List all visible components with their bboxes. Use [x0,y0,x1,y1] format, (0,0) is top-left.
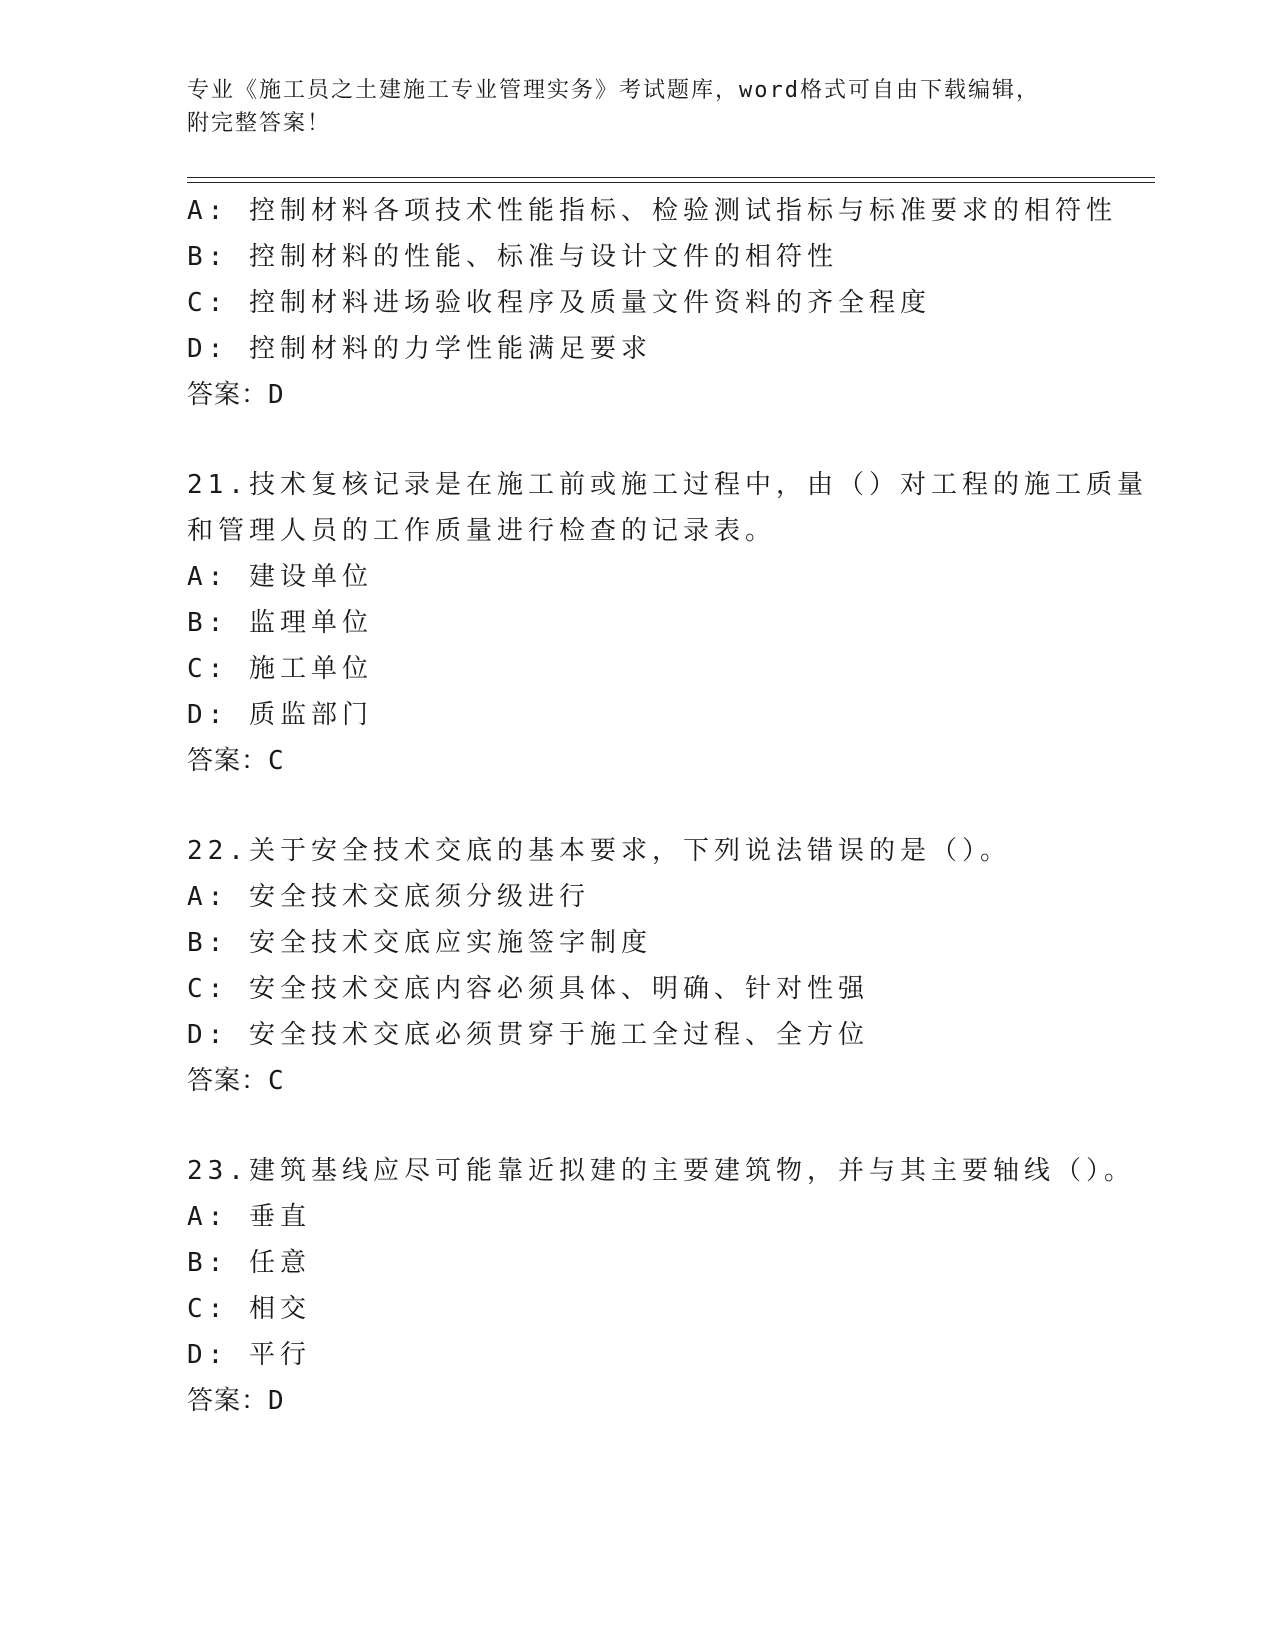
option-b: B: 安全技术交底应实施签字制度 [187,928,652,958]
option-c: C: 施工单位 [187,654,373,684]
question-stem: 21.技术复核记录是在施工前或施工过程中，由（）对工程的施工质量 [187,470,1148,500]
option-a: A: 建设单位 [187,562,373,592]
header-line-1: 专业《施工员之土建施工专业管理实务》考试题库，word格式可自由下载编辑， [187,78,1040,103]
question-20 [187,188,1147,418]
option-d: D: 质监部门 [187,700,373,730]
answer: 答案：D [187,380,285,410]
option-d: D: 控制材料的力学性能满足要求 [187,334,652,364]
answer: 答案：D [187,1386,285,1416]
option-a: A: 垂直 [187,1202,311,1232]
option-b: B: 任意 [187,1248,311,1278]
option-c: C: 安全技术交底内容必须具体、明确、针对性强 [187,974,869,1004]
option-d: D: 安全技术交底必须贯穿于施工全过程、全方位 [187,1020,869,1050]
option-a: A: 控制材料各项技术性能指标、检验测试指标与标准要求的相符性 [187,196,1117,226]
option-b: B: 监理单位 [187,608,373,638]
header-rule-top [187,177,1155,178]
header-line-2: 附完整答案！ [187,111,332,136]
answer: 答案：C [187,1066,285,1096]
header-rule-bottom [187,182,1155,183]
question-list [187,188,1147,1424]
question-22 [187,828,1147,1104]
option-b: B: 控制材料的性能、标准与设计文件的相符性 [187,242,838,272]
question-stem: 22.关于安全技术交底的基本要求，下列说法错误的是（）。 [187,836,1011,866]
option-c: C: 控制材料进场验收程序及质量文件资料的齐全程度 [187,288,931,318]
option-c: C: 相交 [187,1294,311,1324]
question-21 [187,462,1147,784]
question-stem: 23.建筑基线应尽可能靠近拟建的主要建筑物，并与其主要轴线（）。 [187,1156,1135,1186]
answer: 答案：C [187,746,285,776]
question-23 [187,1148,1147,1424]
document-header [187,74,1087,140]
option-a: A: 安全技术交底须分级进行 [187,882,590,912]
option-d: D: 平行 [187,1340,311,1370]
question-stem-continued: 和管理人员的工作质量进行检查的记录表。 [187,516,777,546]
